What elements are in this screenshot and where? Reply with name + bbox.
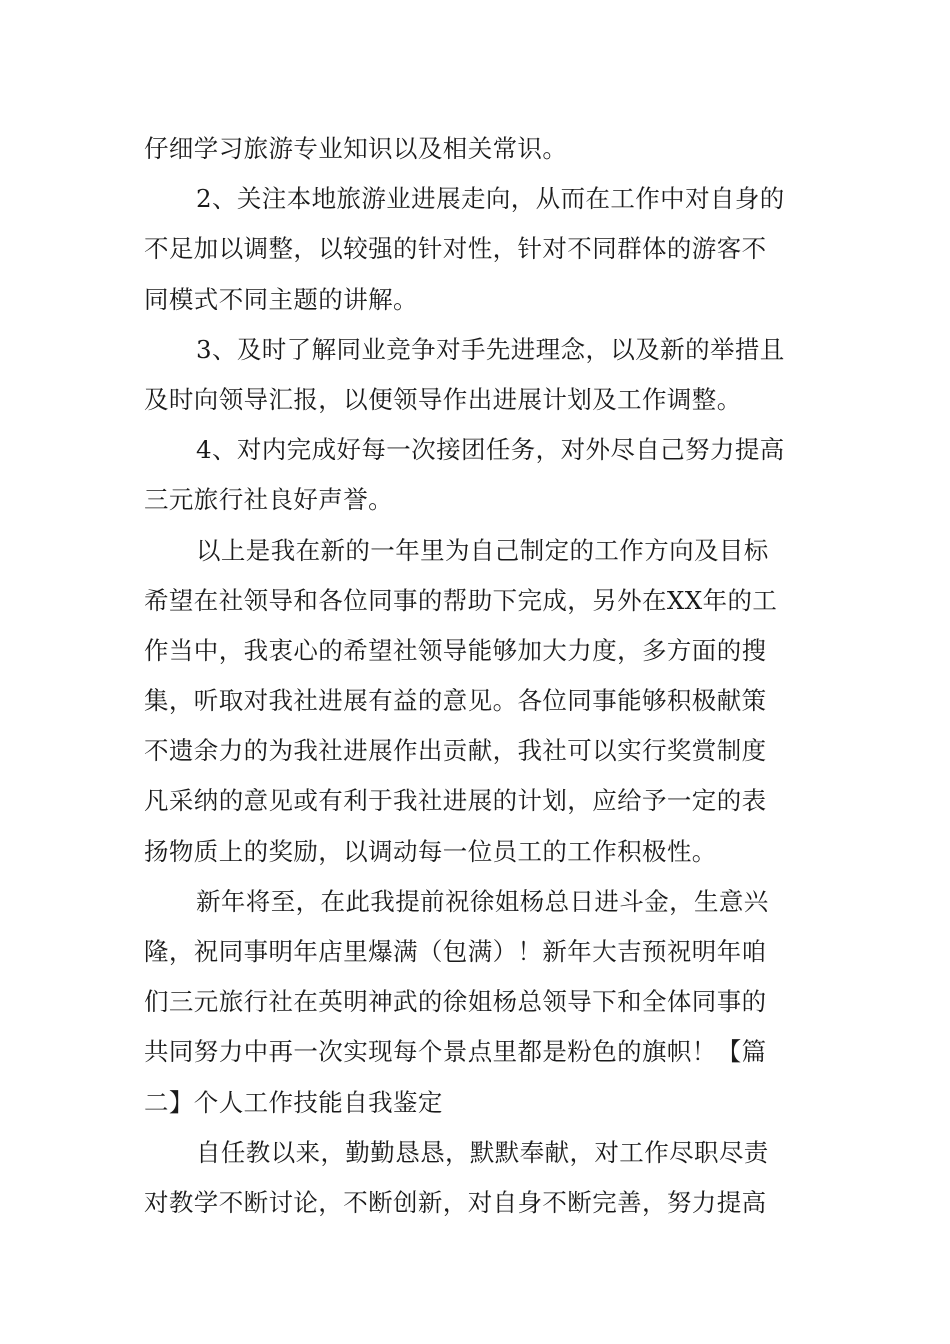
text-line: 隆，祝同事明年店里爆满（包满）！新年大吉预祝明年咱 <box>144 937 767 966</box>
text-line: 共同努力中再一次实现每个景点里都是粉色的旗帜！【篇 <box>144 1037 767 1067</box>
text-line: 新年将至，在此我提前祝徐姐杨总日进斗金，生意兴 <box>196 886 769 916</box>
text-line: 以上是我在新的一年里为自己制定的工作方向及目标 <box>196 535 769 565</box>
text-line: 3、及时了解同业竞争对手先进理念，以及新的举措且 <box>196 334 785 364</box>
text-line: 三元旅行社良好声誉。 <box>144 485 393 515</box>
text-line: 同模式不同主题的讲解。 <box>144 284 418 314</box>
text-line: 二】个人工作技能自我鉴定 <box>144 1087 443 1117</box>
text-line: 4、对内完成好每一次接团任务，对外尽自己努力提高 <box>196 435 785 465</box>
text-line: 们三元旅行社在英明神武的徐姐杨总领导下和全体同事的 <box>144 987 767 1017</box>
text-line: 2、关注本地旅游业进展走向，从而在工作中对自身的 <box>196 184 785 214</box>
text-line: 扬物质上的奖励，以调动每一位员工的工作积极性。 <box>144 836 717 866</box>
text-line: 对教学不断讨论，不断创新，对自身不断完善，努力提高 <box>144 1187 767 1217</box>
text-line: 作当中，我衷心的希望社领导能够加大力度，多方面的搜 <box>144 635 767 665</box>
document-body <box>144 124 806 1228</box>
text-line: 不遗余力的为我社进展作出贡献，我社可以实行奖赏制度 <box>144 736 767 766</box>
text-line: 自任教以来，勤勤恳恳，默默奉献，对工作尽职尽责 <box>196 1137 769 1167</box>
text-line: 集，听取对我社进展有益的意见。各位同事能够积极献策 <box>144 686 767 716</box>
text-line: 及时向领导汇报，以便领导作出进展计划及工作调整。 <box>144 384 742 414</box>
text-line: 希望在社领导和各位同事的帮助下完成，另外在XX年的工 <box>144 585 778 615</box>
text-line: 仔细学习旅游专业知识以及相关常识。 <box>144 134 568 163</box>
text-line: 凡采纳的意见或有利于我社进展的计划，应给予一定的表 <box>144 786 767 816</box>
text-line: 不足加以调整，以较强的针对性，针对不同群体的游客不 <box>144 234 767 264</box>
